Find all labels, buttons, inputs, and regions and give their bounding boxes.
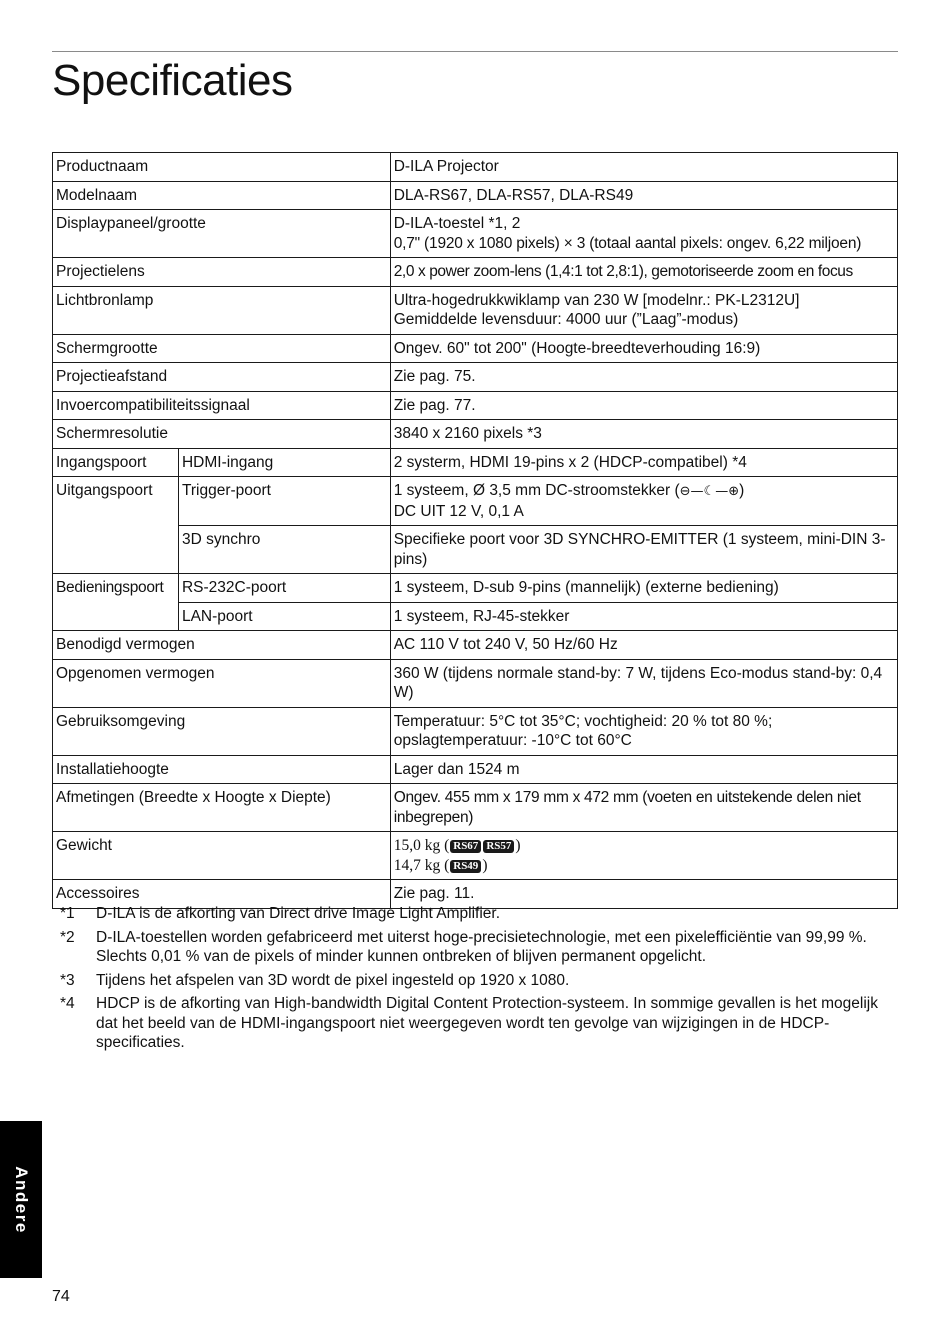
spec-label: Gebruiksomgeving bbox=[53, 707, 391, 755]
table-row bbox=[53, 258, 898, 287]
table-row bbox=[53, 784, 898, 832]
table-row bbox=[53, 477, 898, 526]
spec-value: 1 systeem, D-sub 9-pins (mannelijk) (externe bediening) bbox=[390, 574, 897, 603]
spec-label: Projectieafstand bbox=[53, 363, 391, 392]
spec-sublabel: LAN-poort bbox=[178, 602, 390, 631]
table-row bbox=[53, 602, 898, 631]
spec-value bbox=[390, 832, 897, 880]
spec-label: Afmetingen (Breedte x Hoogte x Diepte) bbox=[53, 784, 391, 832]
table-row bbox=[53, 631, 898, 660]
table-row bbox=[53, 181, 898, 210]
spec-value-line: 0,7" (1920 x 1080 pixels) × 3 (totaal aantal pixels: ongev. 6,22 miljoen) bbox=[393, 234, 862, 252]
table-row bbox=[53, 526, 898, 574]
spec-label: Opgenomen vermogen bbox=[53, 659, 391, 707]
spec-value-line: DC UIT 12 V, 0,1 A bbox=[393, 502, 524, 520]
spec-value-line: D-ILA-toestel *1, 2 bbox=[393, 215, 521, 232]
spec-label: Schermresolutie bbox=[53, 420, 391, 449]
spec-value-text: ) bbox=[739, 482, 745, 499]
weight-value: 14,7 kg ( bbox=[393, 856, 450, 874]
spec-value: Specifieke poort voor 3D SYNCHRO-EMITTER (1 systeem, mini-DIN 3-pins) bbox=[390, 526, 897, 574]
spec-sublabel: RS-232C-poort bbox=[178, 574, 390, 603]
spec-label: Gewicht bbox=[53, 832, 391, 880]
table-row bbox=[53, 153, 898, 182]
model-badge: RS57 bbox=[483, 840, 514, 853]
spec-value: 3840 x 2160 pixels *3 bbox=[390, 420, 897, 449]
spec-label: Displaypaneel/grootte bbox=[53, 210, 391, 258]
section-side-tab-label: Andere bbox=[12, 1165, 31, 1234]
polarity-symbol-icon: ⊖—☾—⊕ bbox=[679, 484, 740, 499]
page-number: 74 bbox=[52, 1288, 70, 1305]
table-row bbox=[53, 210, 898, 258]
table-row bbox=[53, 363, 898, 392]
top-rule bbox=[52, 51, 898, 52]
table-row bbox=[53, 286, 898, 334]
spec-value: 2,0 x power zoom-lens (1,4:1 tot 2,8:1), gemotoriseerde zoom en focus bbox=[390, 258, 897, 287]
weight-value: 15,0 kg ( bbox=[393, 837, 450, 854]
spec-label: Projectielens bbox=[53, 258, 391, 287]
footnote-mark: *1 bbox=[60, 905, 75, 922]
spec-value-line bbox=[394, 481, 895, 502]
spec-label: Ingangspoort bbox=[53, 448, 179, 477]
spec-label: Bedieningspoort bbox=[53, 574, 179, 631]
spec-value bbox=[390, 286, 897, 334]
model-badge: RS49 bbox=[450, 860, 481, 873]
footnotes bbox=[52, 904, 898, 1057]
section-side-tab bbox=[0, 1121, 42, 1278]
spec-value: DLA-RS67, DLA-RS57, DLA-RS49 bbox=[390, 181, 897, 210]
spec-value: 360 W (tijdens normale stand-by: 7 W, tijdens Eco-modus stand-by: 0,4 W) bbox=[390, 659, 897, 707]
footnote bbox=[52, 994, 898, 1053]
model-badge: RS67 bbox=[450, 840, 481, 853]
footnote-text: Tijdens het afspelen van 3D wordt de pixel ingesteld op 1920 x 1080. bbox=[96, 971, 570, 989]
footnote-text: HDCP is de afkorting van High-bandwidth Digital Content Protection-systeem. In sommige gevallen is het mogelijk dat het beeld van de HDMI-ingangspoort niet weergegeven wordt ten gevolge van wijzigingen in de HDCP-specificaties. bbox=[96, 995, 878, 1051]
footnote bbox=[52, 904, 898, 924]
spec-value: 1 systeem, RJ-45-stekker bbox=[390, 602, 897, 631]
footnote-mark: *3 bbox=[60, 971, 75, 989]
spec-label: Schermgrootte bbox=[53, 334, 391, 363]
spec-value: Zie pag. 77. bbox=[390, 391, 897, 420]
page-title: Specificaties bbox=[52, 56, 293, 105]
specifications-table bbox=[52, 152, 898, 909]
spec-value: 2 systerm, HDMI 19-pins x 2 (HDCP-compatibel) *4 bbox=[390, 448, 897, 477]
table-row bbox=[53, 832, 898, 880]
footnote-text: D-ILA is de afkorting van Direct drive Image Light Amplifier. bbox=[96, 905, 501, 922]
weight-close: ) bbox=[482, 856, 488, 874]
spec-label: Invoercompatibiliteitssignaal bbox=[53, 391, 391, 420]
table-row bbox=[53, 420, 898, 449]
footnote-mark: *4 bbox=[60, 995, 75, 1012]
table-row bbox=[53, 391, 898, 420]
spec-value: Ongev. 60" tot 200" (Hoogte-breedteverhouding 16:9) bbox=[390, 334, 897, 363]
spec-sublabel: HDMI-ingang bbox=[178, 448, 390, 477]
table-row bbox=[53, 755, 898, 784]
footnote-text: D-ILA-toestellen worden gefabriceerd met uiterst hoge-precisietechnologie, met een pixelefficiëntie van 99,99 %. Slechts 0,01 % van de pixels of minder kunnen ontbreken of blijven permanent opgelicht. bbox=[96, 928, 867, 965]
spec-value: D-ILA Projector bbox=[390, 153, 897, 182]
spec-value: Ongev. 455 mm x 179 mm x 472 mm (voeten en uitstekende delen niet inbegrepen) bbox=[390, 784, 897, 832]
spec-value: Zie pag. 11. bbox=[390, 880, 897, 909]
spec-sublabel: Trigger-poort bbox=[178, 477, 390, 526]
spec-value: Zie pag. 75. bbox=[390, 363, 897, 392]
spec-value-line: opslagtemperatuur: -10°C tot 60°C bbox=[393, 732, 632, 749]
spec-label: Accessoires bbox=[53, 880, 391, 909]
table-row bbox=[53, 334, 898, 363]
table-row bbox=[53, 448, 898, 477]
spec-label: Lichtbronlamp bbox=[53, 286, 391, 334]
spec-value-line: Temperatuur: 5°C tot 35°C; vochtigheid: 20 % tot 80 %; bbox=[393, 712, 773, 730]
spec-label: Installatiehoogte bbox=[53, 755, 391, 784]
spec-value-line bbox=[394, 856, 895, 876]
weight-close: ) bbox=[515, 837, 521, 854]
spec-value bbox=[390, 210, 897, 258]
spec-value: AC 110 V tot 240 V, 50 Hz/60 Hz bbox=[390, 631, 897, 660]
spec-label: Benodigd vermogen bbox=[53, 631, 391, 660]
footnote bbox=[52, 971, 898, 991]
table-row bbox=[53, 659, 898, 707]
spec-value-line: Gemiddelde levensduur: 4000 uur (”Laag”-modus) bbox=[393, 311, 739, 328]
spec-label: Modelnaam bbox=[53, 181, 391, 210]
table-row bbox=[53, 707, 898, 755]
footnote-mark: *2 bbox=[60, 928, 75, 946]
spec-value bbox=[390, 477, 897, 526]
spec-sublabel: 3D synchro bbox=[178, 526, 390, 574]
footnote bbox=[52, 928, 898, 967]
table-row bbox=[53, 574, 898, 603]
spec-value-text: 1 systeem, Ø 3,5 mm DC-stroomstekker ( bbox=[393, 482, 680, 499]
spec-value-line bbox=[394, 836, 895, 856]
spec-value-line: Ultra-hogedrukkwiklamp van 230 W [modelnr.: PK-L2312U] bbox=[393, 291, 800, 309]
spec-label: Uitgangspoort bbox=[53, 477, 179, 574]
spec-value: Lager dan 1524 m bbox=[390, 755, 897, 784]
spec-value bbox=[390, 707, 897, 755]
spec-label: Productnaam bbox=[53, 153, 391, 182]
